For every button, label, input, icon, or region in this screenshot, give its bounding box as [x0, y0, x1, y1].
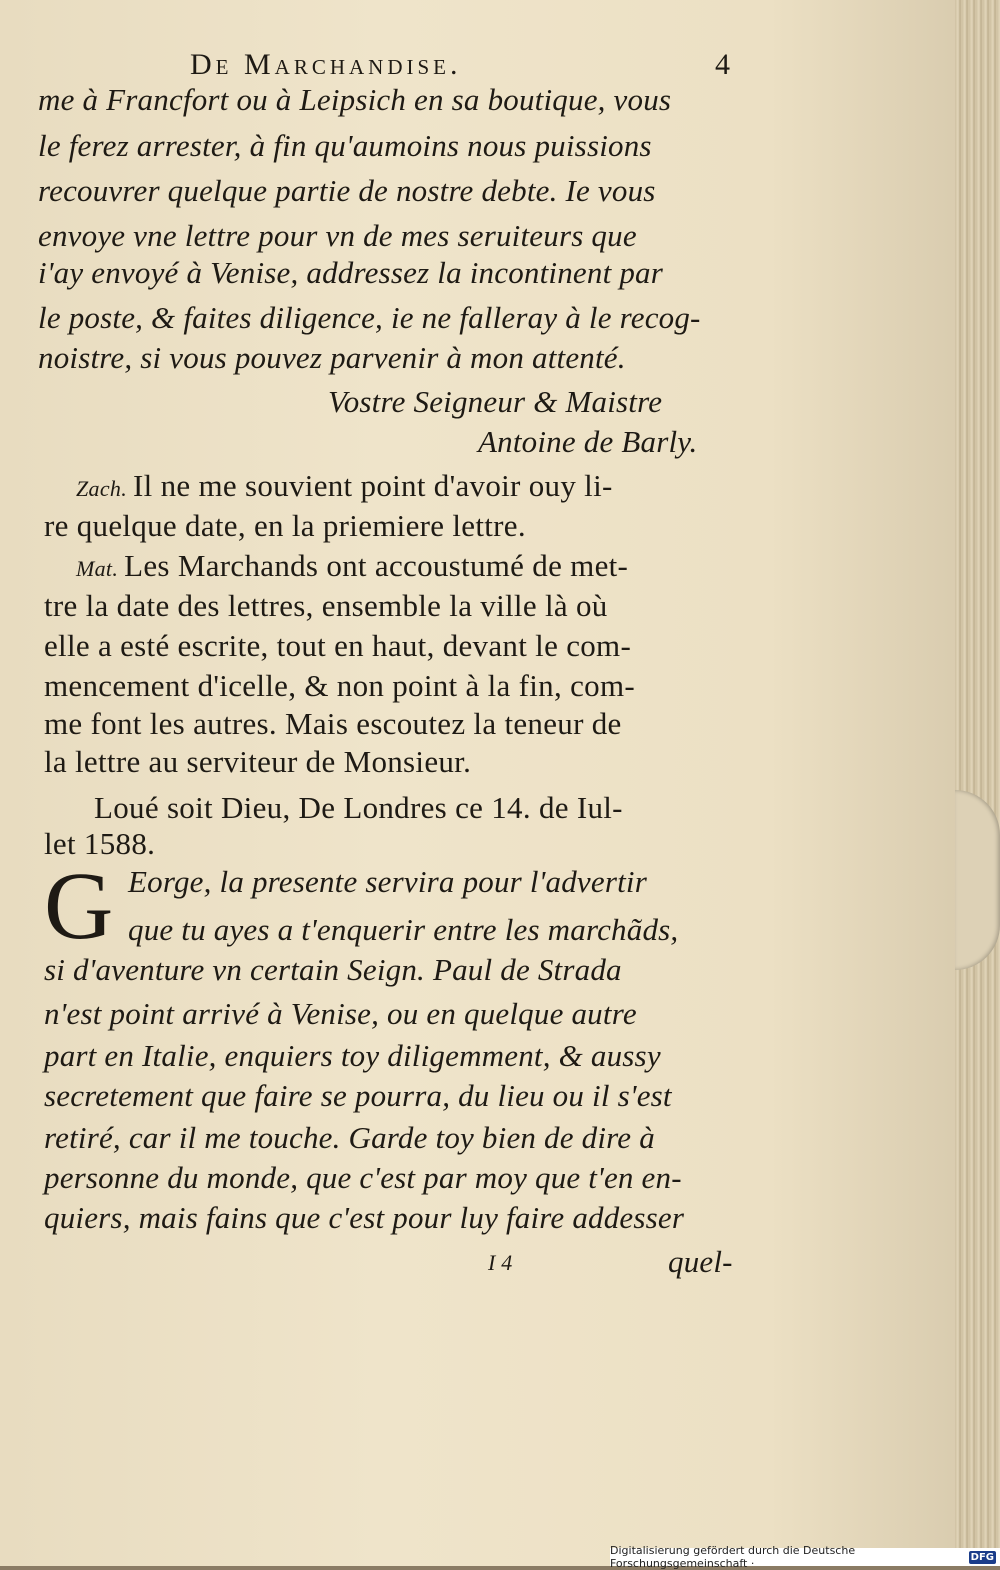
speaker-label: Mat. [76, 556, 119, 581]
dateline-2: let 1588. [44, 826, 156, 861]
dialogue-line [76, 468, 613, 504]
speaker-label: Zach. [76, 476, 127, 501]
letter2-line: retiré, car il me touche. Garde toy bien de dire à [44, 1120, 655, 1155]
dialogue-line: re quelque date, en la priemiere lettre. [44, 508, 526, 543]
catchword: quel- [668, 1244, 733, 1279]
letter2-line: personne du monde, que c'est par moy que t'en en- [44, 1160, 682, 1195]
dialogue-text: Les Marchands ont accoustumé de met- [124, 548, 629, 583]
dialogue-line: tre la date des lettres, ensemble la ville là où [44, 588, 608, 623]
dialogue-line: la lettre au serviteur de Monsieur. [44, 744, 472, 779]
letter2-line: secretement que faire se pourra, du lieu ou il s'est [44, 1078, 672, 1113]
closing-line-1: Vostre Seigneur & Maistre [328, 384, 663, 419]
dialogue-line: mencement d'icelle, & non point à la fin, com- [44, 668, 635, 703]
page-tab [955, 790, 1000, 970]
dialogue-line: me font les autres. Mais escoutez la teneur de [44, 706, 622, 741]
digitization-footer [610, 1544, 1000, 1570]
signature-mark: I 4 [488, 1250, 513, 1275]
header-title: De Marchandise. [190, 48, 462, 81]
footer-text: Digitalisierung gefördert durch die Deutsche Forschungsgemeinschaft · [610, 1544, 856, 1570]
page-stack-edge [955, 0, 1000, 1566]
closing-line-2: Antoine de Barly. [478, 424, 698, 459]
letter-line: le poste, & faites diligence, ie ne falleray à le recog- [38, 300, 701, 335]
letter2-line: que tu ayes a t'enquerir entre les marchãds, [128, 912, 679, 947]
letter2-line: Eorge, la presente servira pour l'advertir [128, 864, 647, 899]
page-number: 4 [715, 48, 734, 81]
letter2-line: part en Italie, enquiers toy diligemment, & aussy [44, 1038, 661, 1073]
letter2-line: n'est point arrivé à Venise, ou en quelque autre [44, 996, 637, 1031]
dateline-1: Loué soit Dieu, De Londres ce 14. de Iul- [94, 790, 623, 825]
letter-line: envoye vne lettre pour vn de mes seruiteurs que [38, 218, 637, 253]
letter-line: recouvrer quelque partie de nostre debte. Ie vous [38, 173, 656, 208]
dialogue-line [76, 548, 628, 584]
dialogue-line: elle a esté escrite, tout en haut, devant le com- [44, 628, 632, 663]
letter-line: le ferez arrester, à fin qu'aumoins nous puissions [38, 128, 652, 163]
letter2-line: quiers, mais fains que c'est pour luy faire addesser [44, 1200, 685, 1235]
letter-line: noistre, si vous pouvez parvenir à mon attenté. [38, 340, 626, 375]
letter-line: i'ay envoyé à Venise, addressez la incontinent par [38, 255, 664, 290]
letter2-line: si d'aventure vn certain Seign. Paul de Strada [44, 952, 622, 987]
drop-capital: G [44, 852, 114, 959]
dialogue-text: Il ne me souvient point d'avoir ouy li- [133, 468, 613, 503]
letter-line: me à Francfort ou à Leipsich en sa boutique, vous [38, 82, 672, 117]
dfg-logo-icon: DFG [970, 1551, 994, 1563]
